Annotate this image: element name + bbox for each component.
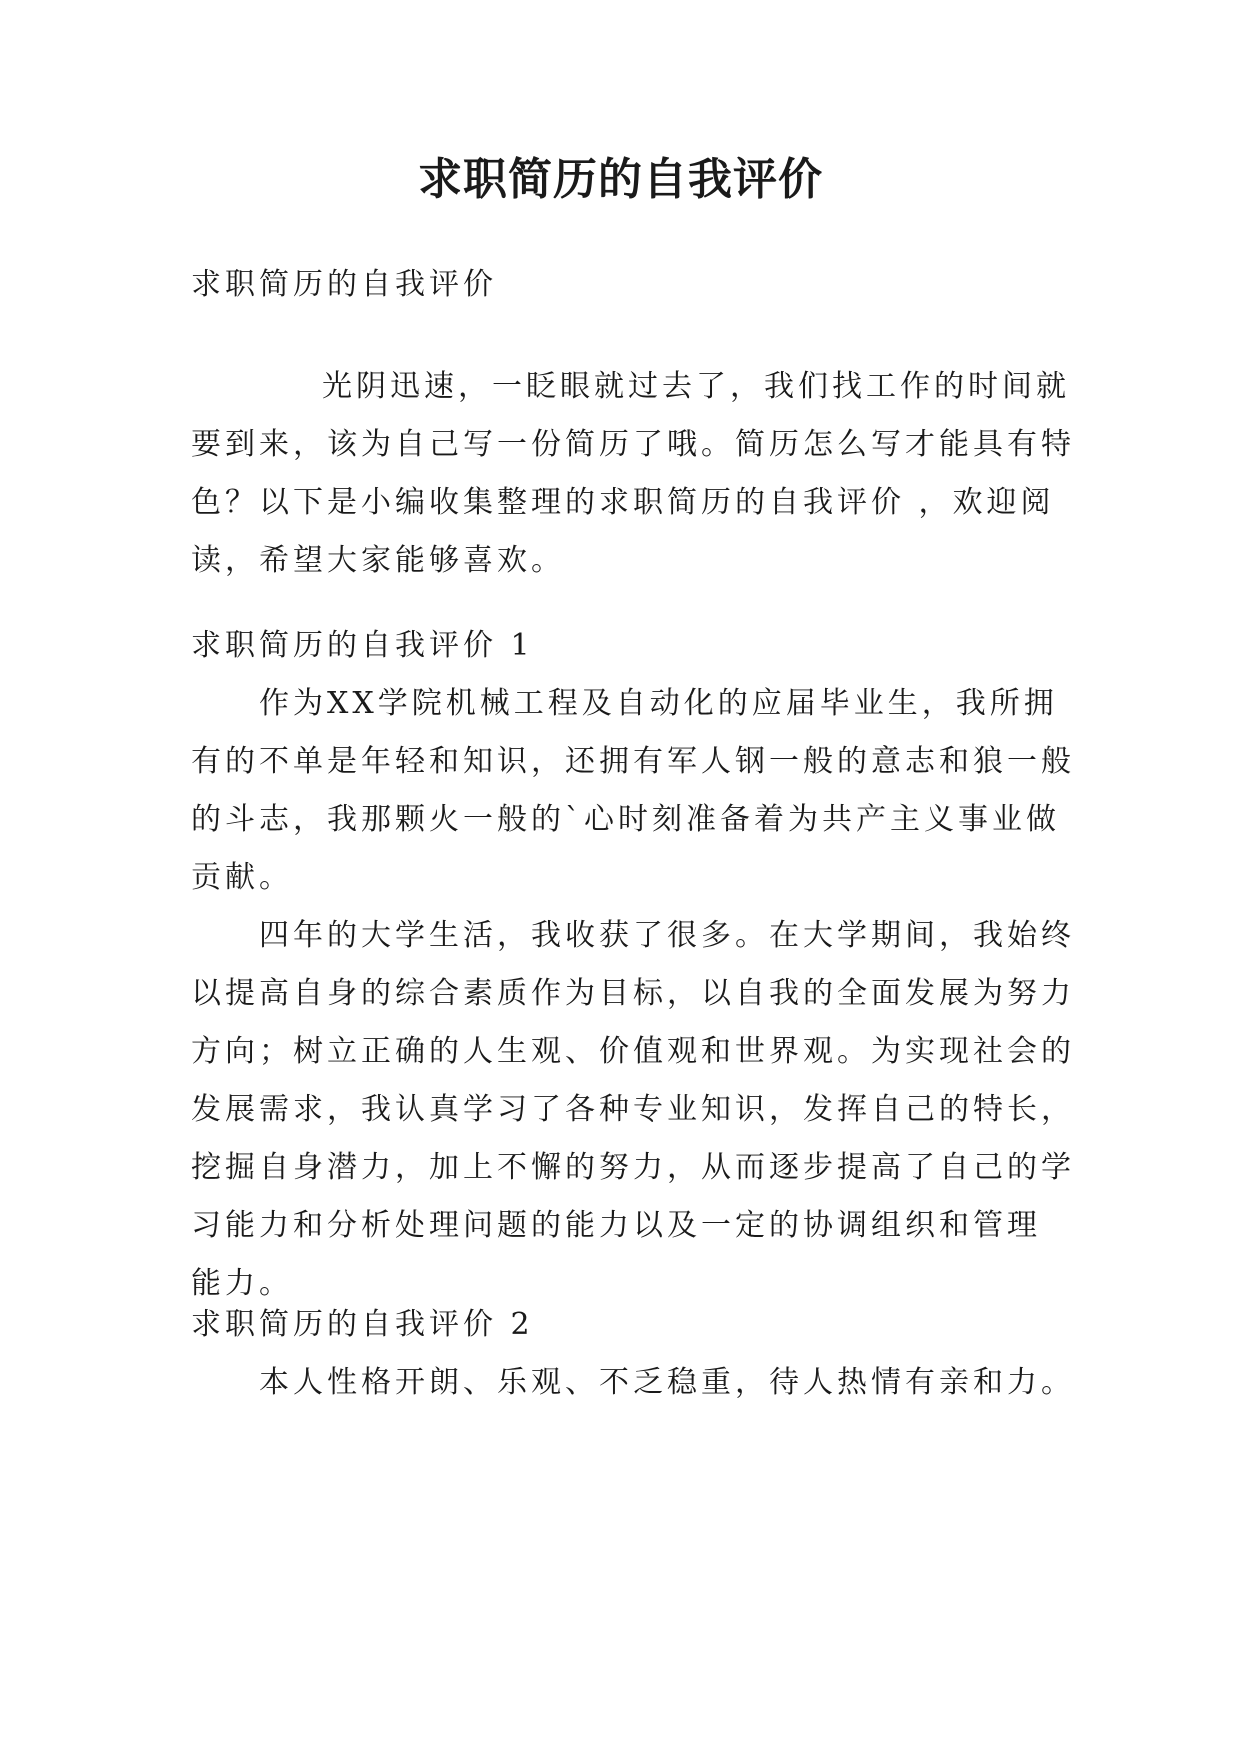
- intro-heading-text: 求职简历的自我评价: [191, 267, 497, 302]
- paragraph-line: 的斗志，我那颗火一般的`心时刻准备着为共产主义事业做: [191, 802, 1060, 837]
- paragraph-line: 有的不单是年轻和知识，还拥有军人钢一般的意志和狼一般: [191, 744, 1075, 779]
- section-1-heading-text: 求职简历的自我评价 1: [191, 628, 534, 663]
- paragraph-line: 能力。: [191, 1266, 293, 1301]
- section-2-heading-text: 求职简历的自我评价 2: [191, 1307, 534, 1342]
- paragraph-line: 以提高自身的综合素质作为目标，以自我的全面发展为努力: [191, 976, 1075, 1011]
- intro-heading: [191, 256, 1059, 314]
- section-1-paragraph-1: [191, 675, 1075, 907]
- section-1-heading: [191, 617, 1059, 675]
- paragraph-line: 挖掘自身潜力，加上不懈的努力，从而逐步提高了自己的学: [191, 1150, 1075, 1185]
- paragraph-line: 习能力和分析处理问题的能力以及一定的协调组织和管理: [191, 1208, 1041, 1243]
- intro-line: 色？以下是小编收集整理的求职简历的自我评价 ，欢迎阅: [191, 485, 1055, 520]
- intro-line: 读，希望大家能够喜欢。: [191, 543, 565, 578]
- paragraph-line: 贡献。: [191, 860, 293, 895]
- section-1-paragraph-2: [191, 907, 1075, 1313]
- paragraph-line: 发展需求，我认真学习了各种专业知识，发挥自己的特长，: [191, 1092, 1075, 1127]
- document-title: 求职简历的自我评价: [418, 154, 823, 205]
- section-2-heading: [191, 1296, 1059, 1354]
- section-2-paragraph-1: [191, 1354, 1075, 1412]
- paragraph-line: 四年的大学生活，我收获了很多。在大学期间，我始终: [259, 918, 1075, 953]
- paragraph-line: 作为XX学院机械工程及自动化的应届毕业生，我所拥: [259, 686, 1058, 721]
- paragraph-line: 本人性格开朗、乐观、不乏稳重，待人热情有亲和力。: [259, 1365, 1075, 1400]
- paragraph-line: 方向；树立正确的人生观、价值观和世界观。为实现社会的: [191, 1034, 1075, 1069]
- intro-line: 要到来，该为自己写一份简历了哦。简历怎么写才能具有特: [191, 427, 1075, 462]
- intro-line: 光阴迅速，一眨眼就过去了，我们找工作的时间就: [322, 369, 1070, 404]
- intro-paragraph: [191, 358, 1075, 590]
